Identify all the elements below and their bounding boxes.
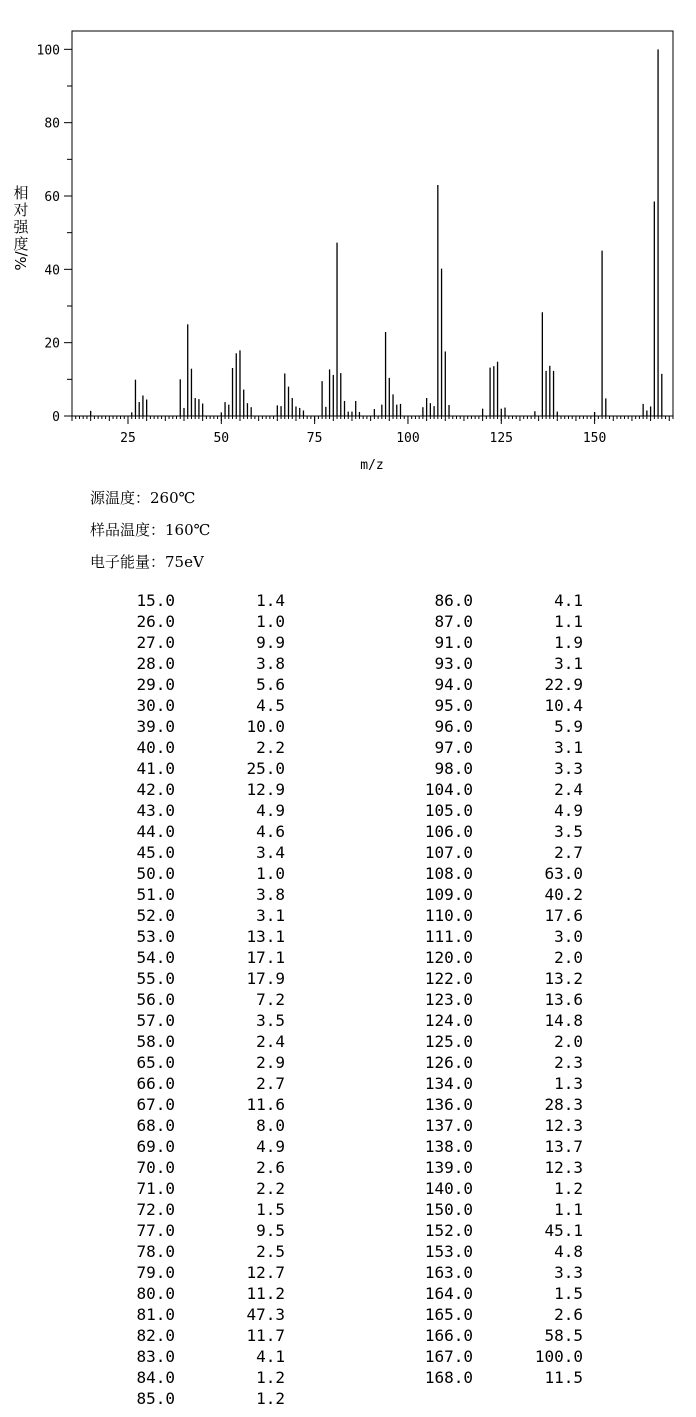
y-axis-label bbox=[12, 184, 30, 271]
peak-row bbox=[398, 632, 583, 653]
peak-mz: 30.0 bbox=[136, 696, 175, 715]
peak-row bbox=[100, 779, 285, 800]
peak-mz: 45.0 bbox=[136, 843, 175, 862]
peak-mz: 71.0 bbox=[136, 1179, 175, 1198]
x-tick-label: 75 bbox=[306, 431, 323, 446]
peak-mz: 69.0 bbox=[136, 1137, 175, 1156]
peak-abundance: 2.0 bbox=[554, 1032, 583, 1051]
peak-row bbox=[100, 716, 285, 737]
peak-mz: 72.0 bbox=[136, 1200, 175, 1219]
peak-mz: 164.0 bbox=[424, 1284, 473, 1303]
peak-mz: 91.0 bbox=[434, 633, 473, 652]
peak-row bbox=[100, 926, 285, 947]
peak-abundance: 25.0 bbox=[246, 759, 285, 778]
peak-abundance: 63.0 bbox=[544, 864, 583, 883]
peak-abundance: 1.1 bbox=[554, 1200, 583, 1219]
peak-mz: 98.0 bbox=[434, 759, 473, 778]
peak-mz: 107.0 bbox=[424, 843, 473, 862]
y-tick-label: 100 bbox=[36, 43, 60, 59]
peak-abundance: 1.0 bbox=[256, 612, 285, 631]
peak-abundance: 1.1 bbox=[554, 612, 583, 631]
peak-row bbox=[100, 1157, 285, 1178]
peak-abundance: 13.6 bbox=[544, 990, 583, 1009]
peak-mz: 53.0 bbox=[136, 927, 175, 946]
peak-mz: 65.0 bbox=[136, 1053, 175, 1072]
peak-mz: 165.0 bbox=[424, 1305, 473, 1324]
peak-mz: 80.0 bbox=[136, 1284, 175, 1303]
peak-row bbox=[398, 1178, 583, 1199]
peak-mz: 82.0 bbox=[136, 1326, 175, 1345]
peak-abundance: 13.7 bbox=[544, 1137, 583, 1156]
peak-abundance: 4.5 bbox=[256, 696, 285, 715]
peak-mz: 29.0 bbox=[136, 675, 175, 694]
peak-row bbox=[398, 695, 583, 716]
peak-row bbox=[398, 1052, 583, 1073]
peak-mz: 140.0 bbox=[424, 1179, 473, 1198]
peak-row bbox=[398, 1325, 583, 1346]
peak-row bbox=[100, 1052, 285, 1073]
peak-mz: 137.0 bbox=[424, 1116, 473, 1135]
peak-table-left bbox=[100, 590, 285, 1409]
peak-abundance: 3.5 bbox=[256, 1011, 285, 1030]
peak-row bbox=[398, 968, 583, 989]
sample-temperature: 样品温度：160℃ bbox=[90, 521, 211, 539]
peak-mz: 77.0 bbox=[136, 1221, 175, 1240]
peak-mz: 70.0 bbox=[136, 1158, 175, 1177]
peak-abundance: 17.1 bbox=[246, 948, 285, 967]
peak-row bbox=[398, 674, 583, 695]
peak-row bbox=[100, 1346, 285, 1367]
peak-row bbox=[100, 1115, 285, 1136]
peak-mz: 50.0 bbox=[136, 864, 175, 883]
peak-abundance: 14.8 bbox=[544, 1011, 583, 1030]
peak-abundance: 3.1 bbox=[554, 738, 583, 757]
y-label-char: 度 bbox=[13, 235, 29, 253]
peak-mz: 126.0 bbox=[424, 1053, 473, 1072]
peak-mz: 68.0 bbox=[136, 1116, 175, 1135]
peak-row bbox=[100, 758, 285, 779]
peak-abundance: 7.2 bbox=[256, 990, 285, 1009]
peak-row bbox=[100, 947, 285, 968]
source-temperature: 源温度：260℃ bbox=[90, 489, 196, 507]
x-tick-label: 100 bbox=[396, 431, 420, 446]
peak-abundance: 9.5 bbox=[256, 1221, 285, 1240]
peak-mz: 123.0 bbox=[424, 990, 473, 1009]
peak-row bbox=[398, 779, 583, 800]
peak-row bbox=[398, 716, 583, 737]
peak-abundance: 4.9 bbox=[554, 801, 583, 820]
peak-row bbox=[398, 1199, 583, 1220]
peak-row bbox=[100, 695, 285, 716]
peak-mz: 87.0 bbox=[434, 612, 473, 631]
peak-row bbox=[100, 653, 285, 674]
peak-mz: 138.0 bbox=[424, 1137, 473, 1156]
peak-abundance: 2.6 bbox=[256, 1158, 285, 1177]
peak-abundance: 1.4 bbox=[256, 591, 285, 610]
peak-abundance: 3.3 bbox=[554, 1263, 583, 1282]
peak-abundance: 3.4 bbox=[256, 843, 285, 862]
peak-row bbox=[100, 863, 285, 884]
peak-row bbox=[398, 863, 583, 884]
peak-mz: 56.0 bbox=[136, 990, 175, 1009]
peak-abundance: 2.4 bbox=[554, 780, 583, 799]
peak-mz: 153.0 bbox=[424, 1242, 473, 1261]
peak-row bbox=[100, 737, 285, 758]
y-label-char: 相 bbox=[13, 184, 29, 202]
peak-mz: 57.0 bbox=[136, 1011, 175, 1030]
peak-row bbox=[398, 947, 583, 968]
peak-abundance: 17.6 bbox=[544, 906, 583, 925]
peak-mz: 125.0 bbox=[424, 1032, 473, 1051]
peak-row bbox=[100, 1073, 285, 1094]
peak-row bbox=[398, 1304, 583, 1325]
peak-abundance: 2.2 bbox=[256, 1179, 285, 1198]
peak-row bbox=[100, 1136, 285, 1157]
peak-abundance: 2.7 bbox=[554, 843, 583, 862]
peak-abundance: 4.1 bbox=[554, 591, 583, 610]
peak-row bbox=[398, 1262, 583, 1283]
peak-row bbox=[398, 800, 583, 821]
peak-row bbox=[100, 1031, 285, 1052]
peak-abundance: 1.0 bbox=[256, 864, 285, 883]
y-tick-label: 60 bbox=[44, 190, 60, 205]
peak-mz: 54.0 bbox=[136, 948, 175, 967]
peak-abundance: 5.6 bbox=[256, 675, 285, 694]
peak-row bbox=[398, 758, 583, 779]
peak-row bbox=[100, 905, 285, 926]
peak-abundance: 12.3 bbox=[544, 1158, 583, 1177]
peak-row bbox=[100, 1388, 285, 1409]
peak-mz: 110.0 bbox=[424, 906, 473, 925]
peak-abundance: 22.9 bbox=[544, 675, 583, 694]
peak-mz: 42.0 bbox=[136, 780, 175, 799]
x-tick-label: 50 bbox=[213, 431, 230, 446]
peak-abundance: 3.1 bbox=[256, 906, 285, 925]
peak-row bbox=[398, 737, 583, 758]
peak-mz: 94.0 bbox=[434, 675, 473, 694]
peak-abundance: 3.5 bbox=[554, 822, 583, 841]
x-tick-label: 125 bbox=[489, 431, 514, 446]
peak-abundance: 1.2 bbox=[554, 1179, 583, 1198]
peak-row bbox=[398, 590, 583, 611]
peak-abundance: 17.9 bbox=[246, 969, 285, 988]
peak-row bbox=[398, 1073, 583, 1094]
peak-mz: 109.0 bbox=[424, 885, 473, 904]
peak-abundance: 3.8 bbox=[256, 654, 285, 673]
peak-mz: 86.0 bbox=[434, 591, 473, 610]
peak-mz: 93.0 bbox=[434, 654, 473, 673]
peak-abundance: 3.0 bbox=[554, 927, 583, 946]
peak-abundance: 2.0 bbox=[554, 948, 583, 967]
peak-mz: 134.0 bbox=[424, 1074, 473, 1093]
peak-row bbox=[100, 821, 285, 842]
peak-row bbox=[100, 1325, 285, 1346]
x-axis-label: m/z bbox=[360, 458, 384, 473]
axis-ticks bbox=[37, 43, 607, 446]
peak-abundance: 5.9 bbox=[554, 717, 583, 736]
peak-abundance: 3.3 bbox=[554, 759, 583, 778]
peak-row bbox=[398, 821, 583, 842]
peak-abundance: 4.9 bbox=[256, 1137, 285, 1156]
peak-mz: 81.0 bbox=[136, 1305, 175, 1324]
peak-mz: 28.0 bbox=[136, 654, 175, 673]
peak-row bbox=[398, 884, 583, 905]
peak-row bbox=[100, 1283, 285, 1304]
peak-abundance: 1.5 bbox=[554, 1284, 583, 1303]
mass-spectrum-chart bbox=[0, 0, 696, 480]
peak-row bbox=[398, 1136, 583, 1157]
peak-row bbox=[398, 842, 583, 863]
peak-abundance: 11.7 bbox=[246, 1326, 285, 1345]
x-minor-ticks bbox=[72, 416, 673, 421]
peak-abundance: 11.6 bbox=[246, 1095, 285, 1114]
peak-row bbox=[100, 1367, 285, 1388]
peak-mz: 150.0 bbox=[424, 1200, 473, 1219]
y-label-char: 对 bbox=[13, 201, 29, 219]
peak-abundance: 3.1 bbox=[554, 654, 583, 673]
peak-row bbox=[398, 1094, 583, 1115]
x-tick-label: 25 bbox=[120, 431, 136, 446]
peak-abundance: 1.2 bbox=[256, 1368, 285, 1387]
peak-mz: 39.0 bbox=[136, 717, 175, 736]
peak-mz: 95.0 bbox=[434, 696, 473, 715]
peak-abundance: 1.3 bbox=[554, 1074, 583, 1093]
peak-mz: 15.0 bbox=[136, 591, 175, 610]
peak-abundance: 12.9 bbox=[246, 780, 285, 799]
y-tick-label: 20 bbox=[44, 336, 60, 352]
peak-mz: 139.0 bbox=[424, 1158, 473, 1177]
peak-mz: 44.0 bbox=[136, 822, 175, 841]
peak-abundance: 2.7 bbox=[256, 1074, 285, 1093]
peak-mz: 163.0 bbox=[424, 1263, 473, 1282]
peak-row bbox=[100, 590, 285, 611]
peak-mz: 41.0 bbox=[136, 759, 175, 778]
peak-abundance: 2.6 bbox=[554, 1305, 583, 1324]
peak-mz: 108.0 bbox=[424, 864, 473, 883]
peak-row bbox=[398, 611, 583, 632]
peak-abundance: 10.0 bbox=[246, 717, 285, 736]
y-tick-label: 0 bbox=[52, 410, 60, 425]
peak-row bbox=[398, 989, 583, 1010]
peak-abundance: 11.5 bbox=[544, 1368, 583, 1387]
peak-row bbox=[398, 1346, 583, 1367]
peak-abundance: 1.2 bbox=[256, 1389, 285, 1408]
peak-row bbox=[100, 968, 285, 989]
peak-row bbox=[398, 1241, 583, 1262]
peak-row bbox=[100, 1199, 285, 1220]
peak-mz: 79.0 bbox=[136, 1263, 175, 1282]
peak-abundance: 12.3 bbox=[544, 1116, 583, 1135]
peak-mz: 83.0 bbox=[136, 1347, 175, 1366]
peak-abundance: 1.9 bbox=[554, 633, 583, 652]
peak-mz: 152.0 bbox=[424, 1221, 473, 1240]
peak-abundance: 4.9 bbox=[256, 801, 285, 820]
peak-row bbox=[100, 1304, 285, 1325]
peak-mz: 104.0 bbox=[424, 780, 473, 799]
peak-mz: 43.0 bbox=[136, 801, 175, 820]
electron-energy: 电子能量：75eV bbox=[90, 553, 204, 571]
peak-row bbox=[100, 632, 285, 653]
peak-mz: 96.0 bbox=[434, 717, 473, 736]
peak-row bbox=[398, 1283, 583, 1304]
peak-mz: 52.0 bbox=[136, 906, 175, 925]
peak-mz: 27.0 bbox=[136, 633, 175, 652]
peak-row bbox=[100, 1010, 285, 1031]
peak-row bbox=[100, 1220, 285, 1241]
peak-mz: 105.0 bbox=[424, 801, 473, 820]
peak-abundance: 8.0 bbox=[256, 1116, 285, 1135]
plot-frame bbox=[72, 31, 673, 416]
peak-abundance: 1.5 bbox=[256, 1200, 285, 1219]
peak-abundance: 2.4 bbox=[256, 1032, 285, 1051]
peak-row bbox=[398, 926, 583, 947]
peak-abundance: 9.9 bbox=[256, 633, 285, 652]
peak-mz: 111.0 bbox=[424, 927, 473, 946]
peak-mz: 166.0 bbox=[424, 1326, 473, 1345]
y-label-char: %/ bbox=[12, 251, 30, 271]
peak-row bbox=[100, 1094, 285, 1115]
peak-mz: 66.0 bbox=[136, 1074, 175, 1093]
peak-abundance: 11.2 bbox=[246, 1284, 285, 1303]
peak-row bbox=[100, 1262, 285, 1283]
peak-row bbox=[398, 1157, 583, 1178]
peak-mz: 85.0 bbox=[136, 1389, 175, 1408]
peak-mz: 120.0 bbox=[424, 948, 473, 967]
peak-mz: 67.0 bbox=[136, 1095, 175, 1114]
x-tick-label: 150 bbox=[582, 431, 607, 446]
peak-row bbox=[398, 1010, 583, 1031]
peak-mz: 167.0 bbox=[424, 1347, 473, 1366]
peak-abundance: 40.2 bbox=[544, 885, 583, 904]
peak-row bbox=[100, 800, 285, 821]
peak-mz: 51.0 bbox=[136, 885, 175, 904]
peak-abundance: 4.6 bbox=[256, 822, 285, 841]
peak-mz: 84.0 bbox=[136, 1368, 175, 1387]
peak-mz: 26.0 bbox=[136, 612, 175, 631]
peak-abundance: 100.0 bbox=[534, 1347, 583, 1366]
peak-row bbox=[100, 611, 285, 632]
peak-abundance: 2.9 bbox=[256, 1053, 285, 1072]
peak-row bbox=[100, 842, 285, 863]
peak-row bbox=[100, 1178, 285, 1199]
peak-abundance: 4.8 bbox=[554, 1242, 583, 1261]
peak-table-right bbox=[398, 590, 583, 1388]
peak-abundance: 2.5 bbox=[256, 1242, 285, 1261]
peak-abundance: 2.3 bbox=[554, 1053, 583, 1072]
peak-row bbox=[398, 1220, 583, 1241]
peak-mz: 58.0 bbox=[136, 1032, 175, 1051]
peak-row bbox=[100, 1241, 285, 1262]
peak-row bbox=[100, 674, 285, 695]
peak-mz: 97.0 bbox=[434, 738, 473, 757]
peak-abundance: 45.1 bbox=[544, 1221, 583, 1240]
peak-row bbox=[398, 1367, 583, 1388]
peak-abundance: 58.5 bbox=[544, 1326, 583, 1345]
peak-abundance: 47.3 bbox=[246, 1305, 285, 1324]
peak-abundance: 28.3 bbox=[544, 1095, 583, 1114]
spectrum-bars bbox=[91, 49, 662, 416]
peak-abundance: 4.1 bbox=[256, 1347, 285, 1366]
peak-row bbox=[100, 989, 285, 1010]
peak-abundance: 13.1 bbox=[246, 927, 285, 946]
peak-abundance: 3.8 bbox=[256, 885, 285, 904]
peak-abundance: 13.2 bbox=[544, 969, 583, 988]
peak-mz: 136.0 bbox=[424, 1095, 473, 1114]
peak-abundance: 12.7 bbox=[246, 1263, 285, 1282]
peak-row bbox=[100, 884, 285, 905]
y-tick-label: 40 bbox=[44, 263, 60, 279]
peak-mz: 106.0 bbox=[424, 822, 473, 841]
peak-mz: 124.0 bbox=[424, 1011, 473, 1030]
peak-row bbox=[398, 1031, 583, 1052]
peak-abundance: 10.4 bbox=[544, 696, 583, 715]
y-tick-label: 80 bbox=[44, 116, 60, 132]
peak-row bbox=[398, 653, 583, 674]
peak-row bbox=[398, 905, 583, 926]
peak-mz: 78.0 bbox=[136, 1242, 175, 1261]
peak-mz: 122.0 bbox=[424, 969, 473, 988]
peak-mz: 168.0 bbox=[424, 1368, 473, 1387]
y-label-char: 强 bbox=[13, 218, 29, 236]
peak-mz: 40.0 bbox=[136, 738, 175, 757]
peak-mz: 55.0 bbox=[136, 969, 175, 988]
peak-abundance: 2.2 bbox=[256, 738, 285, 757]
peak-row bbox=[398, 1115, 583, 1136]
